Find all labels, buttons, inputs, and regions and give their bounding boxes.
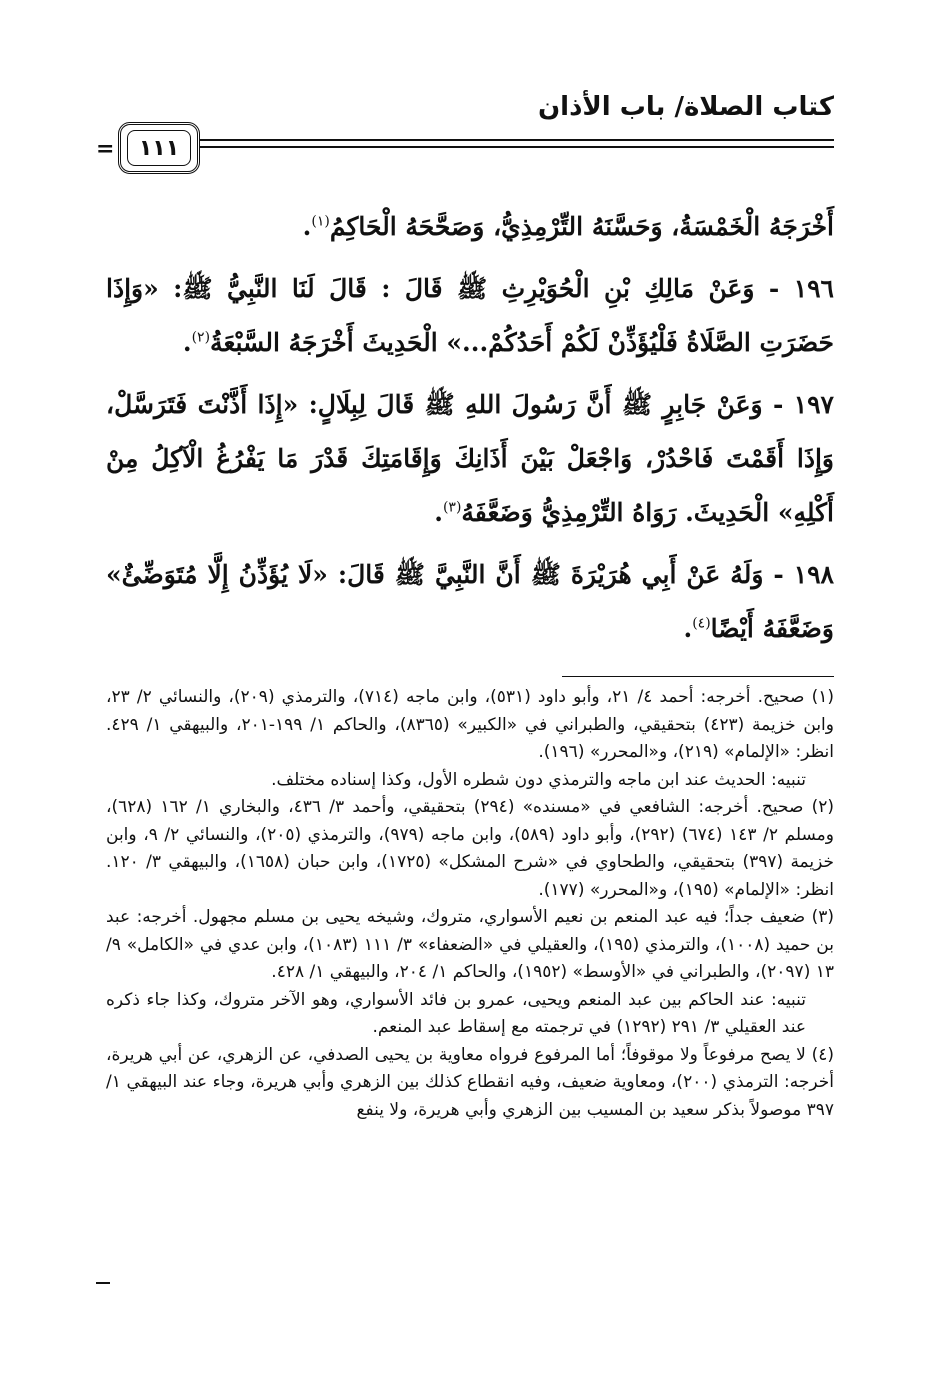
main-text xyxy=(106,200,834,664)
footnote-ref[interactable]: (٢) xyxy=(191,329,211,346)
footnote-1-note: تنبيه: الحديث عند ابن ماجه والترمذي دون شطره الأول، وكذا إسناده مختلف. xyxy=(271,769,806,790)
paragraph-tail: . xyxy=(182,328,192,357)
footnote-ref[interactable]: (١) xyxy=(311,213,330,230)
paragraph-text: ١٩٧ - وَعَنْ جَابِرٍ ﷺ أَنَّ رَسُولَ اللهِ ﷺ قَالَ لِبِلَالٍ: «إِذَا أَذَّنْتَ فَتَرَسَّلْ، وَإِذَا أَقَمْتَ فَاحْدُرْ، وَاجْعَلْ بَيْنَ أَذَانِكَ وَإِقَامَتِكَ قَدْرَ مَا يَفْرُغُ الْآكِلُ مِنْ أَكْلِهِ» الْحَدِيثَ. رَوَاهُ التِّرْمِذِيُّ وَضَعَّفَهُ xyxy=(106,390,834,527)
continuation-mark xyxy=(96,1282,110,1284)
paragraph-text: ١٩٨ - وَلَهُ عَنْ أَبِي هُرَيْرَةَ ﷺ أَنَّ النَّبِيَّ ﷺ قَالَ: «لَا يُؤَذِّنُ إِلَّا مُتَوَضِّئٌ» وَضَعَّفَهُ أَيْضًا xyxy=(106,560,834,643)
hadith-198 xyxy=(106,548,834,656)
page-number-frame xyxy=(118,122,200,174)
footnote-ref[interactable]: (٤) xyxy=(692,615,711,632)
frame-ornament-icon: = xyxy=(96,136,115,162)
footnote-ref[interactable]: (٣) xyxy=(442,499,462,516)
main-paragraph xyxy=(106,200,834,254)
running-title: كتاب الصلاة/ باب الأذان xyxy=(537,92,834,122)
paragraph-tail: . xyxy=(434,498,443,527)
hadith-196 xyxy=(106,262,834,370)
hadith-197 xyxy=(106,378,834,540)
header-rule-bottom xyxy=(200,146,834,148)
footnote-1: (١) صحيح. أخرجه: أحمد ٤/ ٢١، وأبو داود (٥٣١)، وابن ماجه (٧١٤)، والترمذي (٢٠٩)، والنسائي ٢/ ٢٣، وابن خزيمة (٤٢٣) بتحقيقي، والطبراني في «الكبير» (٨٣٦٥)، والحاكم ١/ ١٩٩-٢٠١، والبيهقي ١/ ٤٢٩. انظر: «الإلمام» (٢١٩)، و«المحرر» (١٩٦). xyxy=(106,687,834,762)
page-number: ١١١ xyxy=(127,130,191,166)
footnotes xyxy=(106,684,834,1124)
paragraph-tail: . xyxy=(683,614,693,643)
footnote-2: (٢) صحيح. أخرجه: الشافعي في «مسنده» (٢٩٤) بتحقيقي، وأحمد ٣/ ٤٣٦، والبخاري ١/ ١٦٢ (٦٢٨)، ومسلم ٢/ ١٤٣ (٦٧٤) (٢٩٢)، وأبو داود (٥٨٩)، وابن ماجه (٩٧٩)، والترمذي (٢٠٥)، والنسائي ٢/ ٩، وابن خزيمة (٣٩٧) بتحقيقي، والطحاوي في «شرح المشكل» (١٧٢٥)، وابن حبان (١٦٥٨)، والبيهقي ٣/ ١٢٠. انظر: «الإلمام» (١٩٥)، و«المحرر» (١٧٧). xyxy=(106,797,835,900)
header-rule-top xyxy=(200,139,834,141)
paragraph-tail: . xyxy=(302,212,312,241)
footnote-separator xyxy=(562,676,834,677)
footnote-4: (٤) لا يصح مرفوعاً ولا موقوفاً؛ أما المرفوع فرواه معاوية بن يحيى الصدفي، عن الزهري، عن أبي هريرة، أخرجه: الترمذي (٢٠٠)، ومعاوية ضعيف، وفيه انقطاع كذلك بين الزهري وأبي هريرة، وجاء عند البيهقي ١/ ٣٩٧ موصولاً بذكر سعيد بن المسيب بين الزهري وأبي هريرة، ولا ينفع xyxy=(106,1044,835,1120)
footnote-3: (٣) ضعيف جداً؛ فيه عبد المنعم بن نعيم الأسواري، متروك، وشيخه يحيى بن مسلم مجهول. أخرجه: عبد بن حميد (١٠٠٨)، والترمذي (١٩٥)، والعقيلي في «الضعفاء» ٣/ ١١١ (١٠٨٣)، وابن عدي في «الكامل» ٩/ ١٣ (٢٠٩٧)، والطبراني في «الأوسط» (١٩٥٢)، والحاكم ١/ ٢٠٤، والبيهقي ١/ ٤٢٨. xyxy=(106,907,834,982)
paragraph-text: ١٩٦ - وَعَنْ مَالِكِ بْنِ الْحُوَيْرِثِ ﷺ قَالَ : قَالَ لَنَا النَّبِيُّ ﷺ: «وَإِذَا حَضَرَتِ الصَّلَاةُ فَلْيُؤَذِّنْ لَكُمْ أَحَدُكُمْ...» الْحَدِيثَ أَخْرَجَهُ السَّبْعَةُ xyxy=(106,274,834,357)
paragraph-text: أَخْرَجَهُ الْخَمْسَةُ، وَحَسَّنَهُ التِّرْمِذِيُّ، وَصَحَّحَهُ الْحَاكِمُ xyxy=(329,212,834,241)
footnote-3-note: تنبيه: عند الحاكم بين عبد المنعم ويحيى، عمرو بن فائد الأسواري، وهو الآخر متروك، وكذا جاء ذكره عند العقيلي ٣/ ٢٩١ (١٢٩٢) في ترجمته مع إسقاط عبد المنعم. xyxy=(106,989,806,1037)
header-rule-area xyxy=(96,122,834,182)
